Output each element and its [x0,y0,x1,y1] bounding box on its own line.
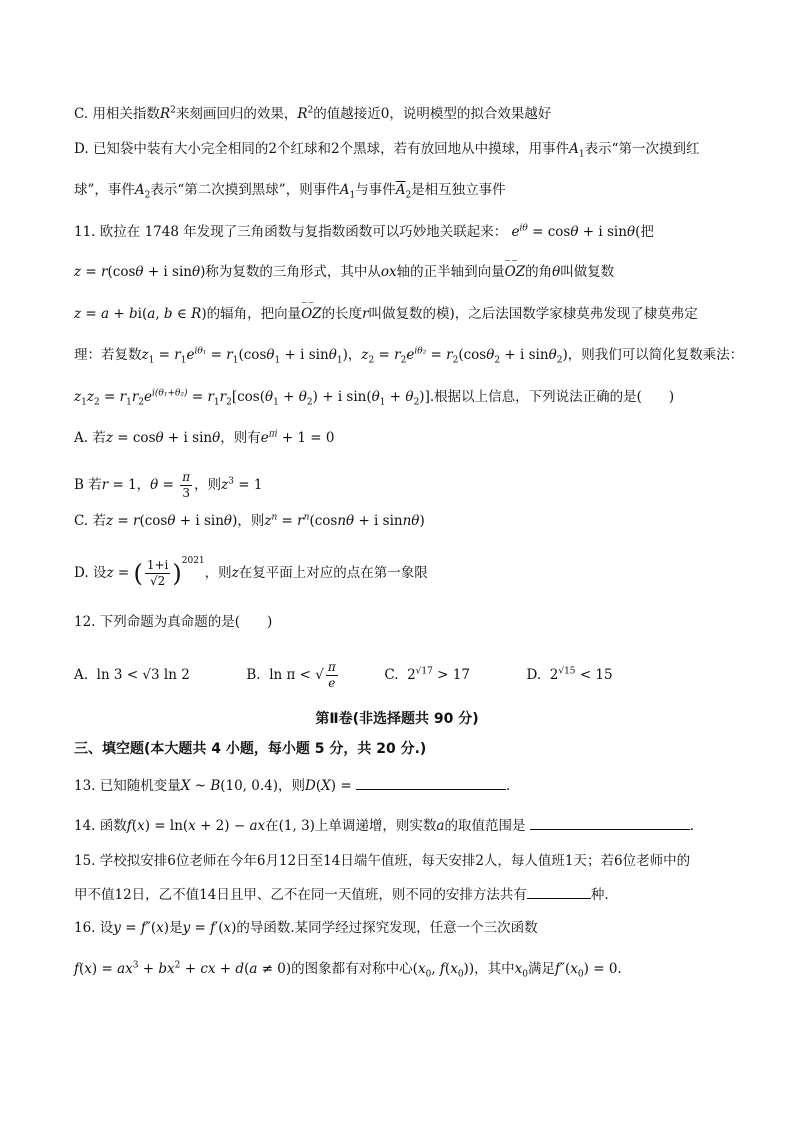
q10-option-c: C. 用相关指数$R^2$来刻画回归的效果，$R^2$的值越接近0，说明模型的拟合效果越好 [74,105,552,122]
q10-option-d-line2: 球”，事件$A_2$表示“第二次摸到黑球”，则事件$A_1$与事件$\overline{A}_2$是相互独立事件 [74,182,506,201]
q11-option-c: C. 若z = r(cosθ + i sinθ)，则$z^n = r^n(\cos n\theta + i$ sinnθ) [74,512,425,529]
q12-options: A. ln 3 < √3 ln 2 B. ln π < √ $\frac{\pi}{e}$ C. $2^{√17} > 17$ D. $2^{√15} < 15$ [74,660,613,690]
q14-answer-blank[interactable] [530,815,690,830]
q16-line1: 16. 设y = f″(x)是y = f′(x)的导函数.某同学经过探究发现，任意一个三次函数 [74,920,538,936]
q11-line3: z = a + bi(a, b ∈ R)的辐角，把向量⌣⌣ OZ的长度r叫做复数的模)，之后法国数学家棣莫弗发现了棣莫弗定 [74,304,698,324]
q11-line1: 11. 欧拉在 1748 年发现了三角函数与复指数函数可以巧妙地关联起来： $e^{i\theta} = \cos\theta + i$ sinθ(把 [74,223,654,240]
q11-option-a: A. 若z = cosθ + i sinθ，则有$e^{\pi i} + 1 = 0$ [74,429,335,446]
part2-heading: 第Ⅱ卷(非选择题共 90 分) [315,711,479,727]
q13-answer-blank[interactable] [356,775,506,790]
q15-line2: 甲不值12日，乙不值14日且甲、乙不在同一天值班，则不同的安排方法共有 种. [74,884,609,905]
q14: 14. 函数f(x) = ln(x + 2) − ax在(1, 3)上单调递增，则实数a的取值范围是 . [74,815,694,836]
section3-heading: 三、填空题(本大题共 4 小题，每小题 5 分，共 20 分.) [74,741,427,757]
q10-option-d-line1: D. 已知袋中装有大小完全相同的2个红球和2个黑球，若有放回地从中摸球，用事件$A_1$表示“第一次摸到红 [74,141,700,160]
q11-line4: 理：若复数$z_1 = r_1e^{i\theta_1} = r_1(\cos\theta_1 + i$ sinθ$_1$)，$z_2 = r_2e^{i\theta_2} = r_2(\cos\theta_2 + i$ sinθ$_2$)，则我们可以简化复数乘法： [74,346,744,366]
q12-stem: 12. 下列命题为真命题的是( ) [74,614,273,630]
q11-line5: $z_1z_2 = r_1r_2e^{i(\theta_1+\theta_2)} = r_1r_2[\cos(\theta_1 + \theta_2) + i$ $\sin(\theta_1 + \theta_2)$].根据以上信息，下列说法正确的是( ) [74,388,675,408]
q13: 13. 已知随机变量X ~ B(10, 0.4)，则D(X) = . [74,775,510,796]
q11-line2: z = r(cosθ + i sinθ)称为复数的三角形式，其中从ox轴的正半轴到向量⌣⌣ OZ的角θ叫做复数 [74,262,614,282]
q15-answer-blank[interactable] [527,884,591,899]
q16-line2: $f(x) = ax^3 + bx^2$ + cx + d(a ≠ 0)的图象都有对称中心($x_0$, $f(x_0)$)，其中$x_0$满足$f''(x_0) = 0$. [74,960,622,980]
q11-option-b: B 若r = 1，θ = $\frac{\pi}{3}$ ，则$z^3 = 1$ [74,470,263,500]
q11-option-d: D. 设z = ( $\frac{1+i}{√2}$ )$^{2021}$，则z在复平面上对应的点在第一象限 [74,556,428,588]
q15-line1: 15. 学校拟安排6位老师在今年6月12日至14日端午值班，每天安排2人，每人值班1天；若6位老师中的 [74,853,691,869]
